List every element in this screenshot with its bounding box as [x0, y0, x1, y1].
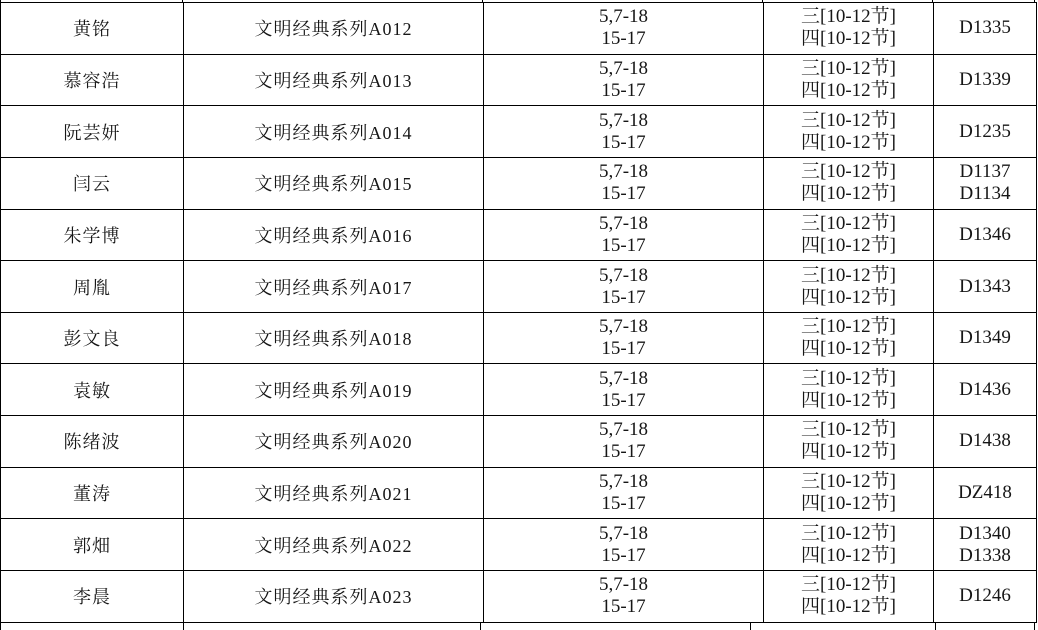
teacher-name-cell	[1, 3, 184, 55]
course-schedule-table	[0, 2, 1037, 623]
day-period-line: 四[10-12节]	[801, 79, 896, 101]
day-period-cell	[764, 261, 934, 313]
weeks-line: 15-17	[601, 389, 646, 411]
table-row	[1, 467, 1037, 519]
teacher-name: 阮芸妍	[63, 122, 121, 143]
weeks-cell	[484, 157, 764, 209]
teacher-name: 朱学博	[63, 225, 121, 246]
day-period-cell	[764, 209, 934, 261]
course-name: 文明经典系列A016	[254, 225, 413, 246]
course-name: 文明经典系列A012	[254, 19, 413, 40]
teacher-name-cell	[1, 261, 184, 313]
course-name: 文明经典系列A018	[254, 329, 413, 350]
course-name-cell	[184, 106, 484, 158]
weeks-line: 15-17	[601, 183, 646, 205]
teacher-name-cell	[1, 416, 184, 468]
course-name: 文明经典系列A014	[254, 122, 413, 143]
teacher-name-cell	[1, 106, 184, 158]
weeks-line: 15-17	[601, 234, 646, 256]
course-name: 文明经典系列A023	[254, 587, 413, 608]
course-name: 文明经典系列A019	[254, 380, 413, 401]
day-period-line: 四[10-12节]	[801, 131, 896, 153]
day-period-line: 三[10-12节]	[801, 109, 896, 131]
weeks-line: 5,7-18	[598, 522, 649, 544]
weeks-cell	[484, 261, 764, 313]
table-row	[1, 106, 1037, 158]
room-cell	[934, 467, 1037, 519]
course-name-cell	[184, 364, 484, 416]
teacher-name-cell	[1, 54, 184, 106]
weeks-line: 15-17	[601, 286, 646, 308]
day-period-line: 三[10-12节]	[801, 57, 896, 79]
day-period-line: 四[10-12节]	[801, 28, 896, 50]
course-name: 文明经典系列A017	[254, 277, 413, 298]
room-line: D1339	[959, 68, 1011, 90]
day-period-line: 四[10-12节]	[801, 596, 896, 618]
day-period-line: 三[10-12节]	[801, 264, 896, 286]
room-line: D1349	[959, 327, 1011, 349]
schedule-table-body	[1, 3, 1037, 623]
room-line: D1436	[959, 378, 1011, 400]
table-border-stub	[750, 623, 751, 630]
day-period-line: 四[10-12节]	[801, 286, 896, 308]
day-period-line: 四[10-12节]	[801, 234, 896, 256]
room-line: D1338	[959, 544, 1011, 566]
teacher-name: 董涛	[73, 484, 111, 505]
day-period-line: 四[10-12节]	[801, 493, 896, 515]
weeks-line: 15-17	[601, 596, 646, 618]
room-line: D1335	[959, 17, 1011, 39]
room-cell	[934, 209, 1037, 261]
weeks-cell	[484, 571, 764, 623]
table-border-stub	[935, 623, 936, 630]
course-name-cell	[184, 3, 484, 55]
weeks-line: 5,7-18	[598, 57, 649, 79]
room-line: DZ418	[958, 482, 1012, 504]
course-name-cell	[184, 54, 484, 106]
course-name-cell	[184, 312, 484, 364]
table-row	[1, 364, 1037, 416]
course-name: 文明经典系列A021	[254, 484, 413, 505]
room-cell	[934, 416, 1037, 468]
day-period-cell	[764, 416, 934, 468]
day-period-line: 三[10-12节]	[801, 161, 896, 183]
teacher-name-cell	[1, 519, 184, 571]
teacher-name: 黄铭	[73, 19, 111, 40]
table-border-stub	[0, 623, 1, 630]
weeks-line: 5,7-18	[598, 316, 649, 338]
course-name: 文明经典系列A013	[254, 70, 413, 91]
day-period-line: 四[10-12节]	[801, 544, 896, 566]
course-name: 文明经典系列A015	[254, 174, 413, 195]
table-row	[1, 54, 1037, 106]
course-name-cell	[184, 467, 484, 519]
room-cell	[934, 54, 1037, 106]
day-period-cell	[764, 3, 934, 55]
course-name-cell	[184, 519, 484, 571]
day-period-cell	[764, 312, 934, 364]
room-line: D1235	[959, 120, 1011, 142]
day-period-cell	[764, 519, 934, 571]
table-row	[1, 261, 1037, 313]
day-period-line: 三[10-12节]	[801, 419, 896, 441]
weeks-cell	[484, 3, 764, 55]
weeks-line: 5,7-18	[598, 264, 649, 286]
teacher-name-cell	[1, 312, 184, 364]
room-line: D1137	[959, 161, 1011, 183]
course-name-cell	[184, 416, 484, 468]
room-cell	[934, 3, 1037, 55]
course-name: 文明经典系列A022	[254, 535, 413, 556]
day-period-line: 三[10-12节]	[801, 212, 896, 234]
room-line: D1340	[959, 522, 1011, 544]
room-line: D1246	[959, 585, 1011, 607]
teacher-name-cell	[1, 571, 184, 623]
teacher-name: 袁敏	[73, 380, 111, 401]
course-name-cell	[184, 209, 484, 261]
day-period-line: 三[10-12节]	[801, 316, 896, 338]
weeks-cell	[484, 209, 764, 261]
table-border-stub	[480, 623, 481, 630]
teacher-name: 彭文良	[63, 329, 121, 350]
table-row	[1, 312, 1037, 364]
weeks-line: 15-17	[601, 441, 646, 463]
course-name-cell	[184, 261, 484, 313]
course-name-cell	[184, 157, 484, 209]
weeks-line: 15-17	[601, 79, 646, 101]
day-period-cell	[764, 364, 934, 416]
weeks-line: 5,7-18	[598, 212, 649, 234]
weeks-cell	[484, 416, 764, 468]
weeks-cell	[484, 467, 764, 519]
weeks-line: 5,7-18	[598, 109, 649, 131]
weeks-line: 5,7-18	[598, 367, 649, 389]
day-period-cell	[764, 54, 934, 106]
day-period-line: 三[10-12节]	[801, 367, 896, 389]
day-period-line: 四[10-12节]	[801, 389, 896, 411]
table-row	[1, 416, 1037, 468]
room-cell	[934, 157, 1037, 209]
weeks-cell	[484, 519, 764, 571]
weeks-line: 5,7-18	[598, 161, 649, 183]
weeks-cell	[484, 54, 764, 106]
table-row	[1, 519, 1037, 571]
day-period-cell	[764, 106, 934, 158]
weeks-cell	[484, 364, 764, 416]
weeks-line: 15-17	[601, 338, 646, 360]
room-cell	[934, 261, 1037, 313]
weeks-cell	[484, 312, 764, 364]
teacher-name: 周胤	[73, 277, 111, 298]
room-cell	[934, 106, 1037, 158]
room-cell	[934, 312, 1037, 364]
day-period-line: 三[10-12节]	[801, 522, 896, 544]
room-line: D1438	[959, 430, 1011, 452]
room-cell	[934, 519, 1037, 571]
day-period-line: 四[10-12节]	[801, 183, 896, 205]
table-row	[1, 3, 1037, 55]
teacher-name-cell	[1, 157, 184, 209]
day-period-line: 四[10-12节]	[801, 338, 896, 360]
table-border-stub	[183, 623, 184, 630]
weeks-line: 15-17	[601, 28, 646, 50]
table-border-stub	[1034, 623, 1035, 630]
weeks-line: 5,7-18	[598, 471, 649, 493]
day-period-line: 三[10-12节]	[801, 6, 896, 28]
day-period-cell	[764, 571, 934, 623]
table-row	[1, 571, 1037, 623]
teacher-name-cell	[1, 364, 184, 416]
day-period-line: 三[10-12节]	[801, 471, 896, 493]
day-period-cell	[764, 467, 934, 519]
teacher-name: 陈绪波	[63, 432, 121, 453]
room-cell	[934, 364, 1037, 416]
room-line: D1343	[959, 275, 1011, 297]
weeks-line: 5,7-18	[598, 6, 649, 28]
teacher-name: 闫云	[73, 174, 111, 195]
day-period-line: 三[10-12节]	[801, 574, 896, 596]
day-period-cell	[764, 157, 934, 209]
weeks-line: 15-17	[601, 493, 646, 515]
course-name: 文明经典系列A020	[254, 432, 413, 453]
weeks-line: 5,7-18	[598, 574, 649, 596]
teacher-name: 李晨	[73, 587, 111, 608]
teacher-name: 慕容浩	[63, 70, 121, 91]
room-cell	[934, 571, 1037, 623]
teacher-name-cell	[1, 209, 184, 261]
room-line: D1346	[959, 223, 1011, 245]
teacher-name-cell	[1, 467, 184, 519]
table-row	[1, 157, 1037, 209]
weeks-line: 15-17	[601, 544, 646, 566]
course-name-cell	[184, 571, 484, 623]
weeks-line: 5,7-18	[598, 419, 649, 441]
table-row	[1, 209, 1037, 261]
weeks-cell	[484, 106, 764, 158]
teacher-name: 郭畑	[73, 535, 111, 556]
room-line: D1134	[959, 183, 1011, 205]
day-period-line: 四[10-12节]	[801, 441, 896, 463]
weeks-line: 15-17	[601, 131, 646, 153]
